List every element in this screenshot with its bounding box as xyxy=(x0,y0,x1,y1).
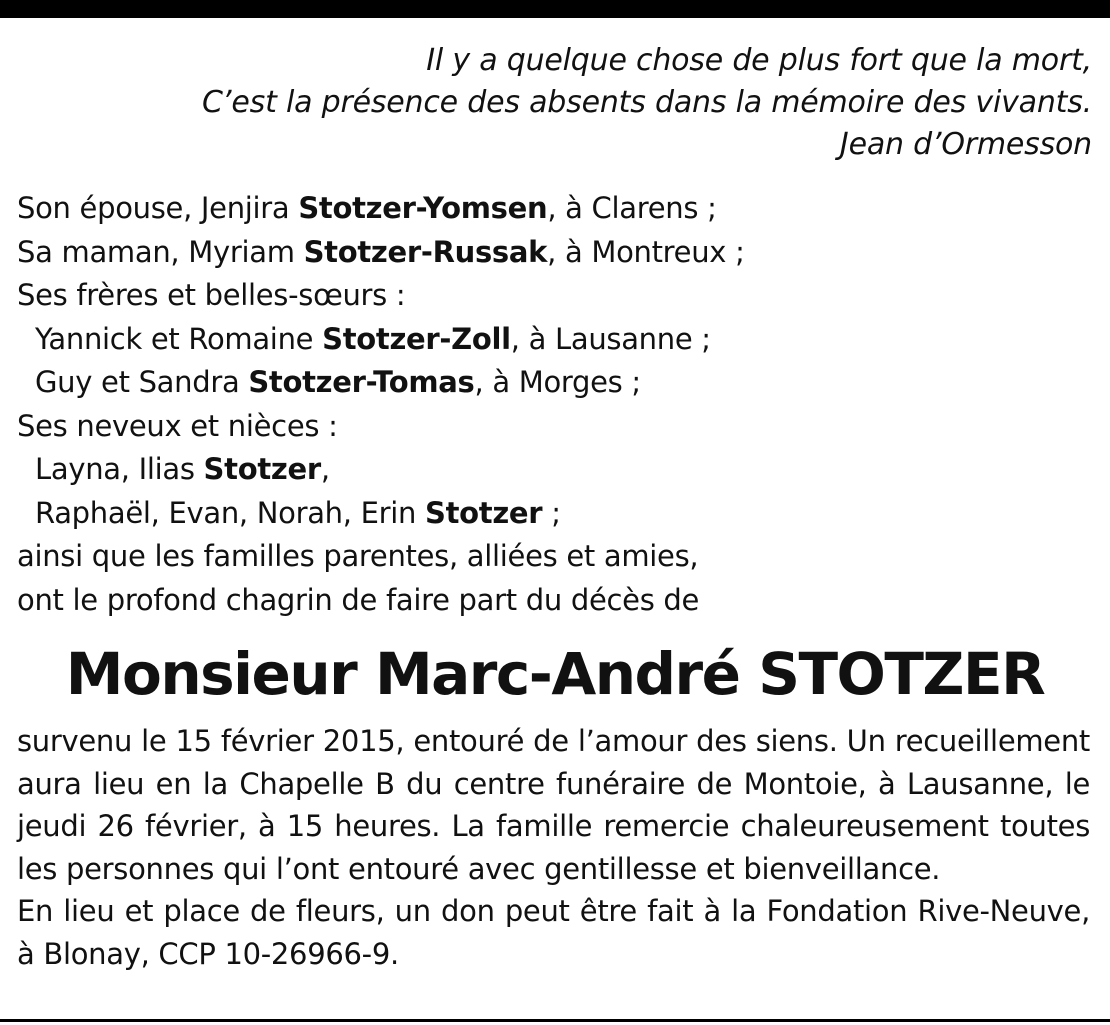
family-sibling-2 xyxy=(17,361,1097,405)
bottom-border-rule xyxy=(0,1019,1110,1022)
nephews-1-name: Stotzer xyxy=(203,452,321,486)
epigraph-quote xyxy=(22,40,1092,166)
sibling-2-name: Stotzer-Tomas xyxy=(248,365,475,399)
spouse-suffix: , à Clarens ; xyxy=(547,191,717,225)
family-nephews-2 xyxy=(17,492,1097,536)
mother-prefix: Sa maman, Myriam xyxy=(17,234,304,269)
quote-line-2: C’est la présence des absents dans la mémoire des vivants. xyxy=(201,85,1092,120)
spouse-prefix: Son épouse, Jenjira xyxy=(17,191,299,225)
nephews-1-prefix: Layna, Ilias xyxy=(35,452,204,486)
spouse-name: Stotzer-Yomsen xyxy=(298,191,548,225)
details-section xyxy=(17,720,1090,975)
family-spouse xyxy=(17,187,1097,231)
sibling-1-prefix: Yannick et Romaine xyxy=(35,321,323,356)
mother-suffix: , à Montreux ; xyxy=(547,234,745,269)
nephews-2-name: Stotzer xyxy=(425,495,543,530)
closing-line-1: ainsi que les familles parentes, alliées et amies, xyxy=(17,539,699,573)
quote-author: Jean d’Ormesson xyxy=(839,127,1092,162)
closing-line-2: ont le profond chagrin de faire part du décès de xyxy=(17,582,700,617)
nephews-2-suffix: ; xyxy=(542,495,561,530)
top-border-rule xyxy=(0,0,1110,18)
family-sibling-1 xyxy=(17,318,1097,362)
mother-name: Stotzer-Russak xyxy=(303,234,548,269)
details-paragraph-1: survenu le 15 février 2015, entouré de l’amour des siens. Un recueillement aura lieu en la Chapelle B du centre funéraire de Montoie, à Lausanne, le jeudi 26 février, à 15 heures. La famille remercie chaleureusement toutes les personnes qui l’ont entouré avec gentillesse et bienveillance. xyxy=(17,724,1090,886)
nephews-2-prefix: Raphaël, Evan, Norah, Erin xyxy=(35,495,425,530)
sibling-2-prefix: Guy et Sandra xyxy=(35,365,249,399)
family-list xyxy=(17,187,1097,622)
nephews-1-suffix: , xyxy=(320,452,330,486)
quote-line-1: Il y a quelque chose de plus fort que la mort, xyxy=(426,43,1092,78)
family-mother xyxy=(17,231,1097,275)
details-paragraph-2: En lieu et place de fleurs, un don peut être fait à la Fondation Rive-Neuve, à Blonay, CCP 10-26966-9. xyxy=(17,894,1090,971)
sibling-2-suffix: , à Morges ; xyxy=(474,365,641,399)
nephews-heading: Ses neveux et nièces : xyxy=(17,408,338,443)
siblings-heading: Ses frères et belles-sœurs : xyxy=(17,278,406,312)
family-nephews-1 xyxy=(17,448,1097,492)
deceased-name-heading: Monsieur Marc-André STOTZER xyxy=(65,640,1045,708)
sibling-1-name: Stotzer-Zoll xyxy=(322,321,511,356)
sibling-1-suffix: , à Lausanne ; xyxy=(510,321,711,356)
